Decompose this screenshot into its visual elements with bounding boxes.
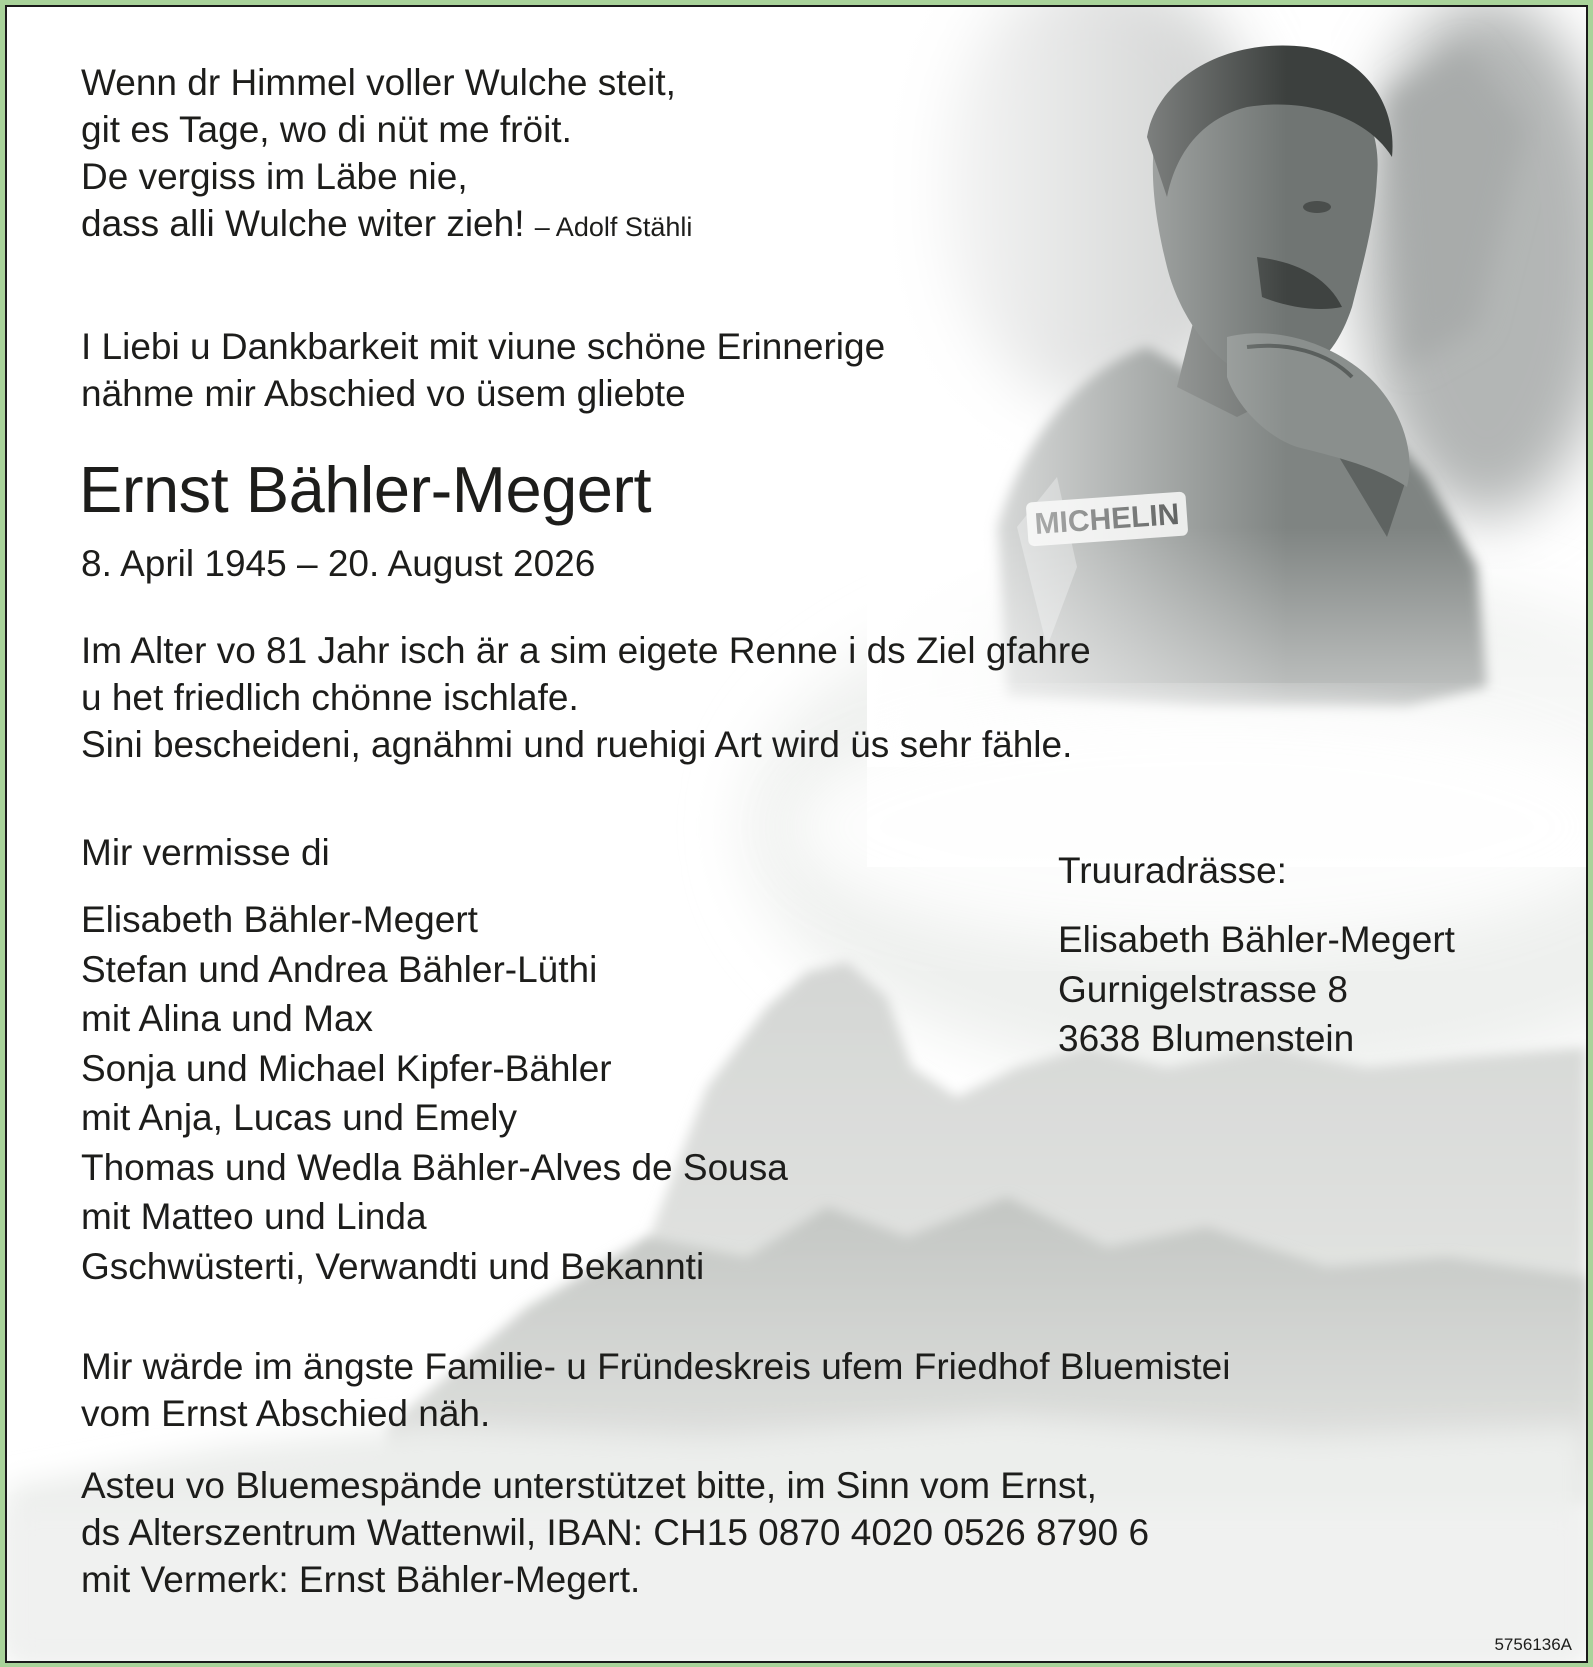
ad-number: 5756136A bbox=[1494, 1635, 1572, 1654]
mourner-name: mit Alina und Max bbox=[81, 998, 374, 1039]
address-line: 3638 Blumenstein bbox=[1058, 1018, 1355, 1059]
address-line: Elisabeth Bähler-Megert bbox=[1058, 919, 1455, 960]
tribute-line: Im Alter vo 81 Jahr isch är a sim eigete Renne i ds Ziel gfahre bbox=[81, 630, 1091, 671]
obituary-notice bbox=[5, 5, 1588, 1663]
tribute-line: Sini bescheideni, agnähmi und ruehigi Art wird üs sehr fähle. bbox=[81, 724, 1073, 765]
address-line: Gurnigelstrasse 8 bbox=[1058, 968, 1348, 1010]
mourner-name: mit Matteo und Linda bbox=[81, 1196, 427, 1237]
quote-line bbox=[81, 200, 692, 251]
intro-text bbox=[81, 323, 885, 417]
quote-block bbox=[81, 59, 692, 251]
donation-line: Asteu vo Bluemespände unterstützet bitte, im Sinn vom Ernst, bbox=[81, 1465, 1097, 1506]
mourners-list bbox=[81, 895, 788, 1291]
quote-line: git es Tage, wo di nüt me fröit. bbox=[81, 109, 572, 150]
donation-line: ds Alterszentrum Wattenwil, IBAN: CH15 0870 4020 0526 8790 6 bbox=[81, 1512, 1150, 1553]
mourner-name: Elisabeth Bähler-Megert bbox=[81, 899, 478, 940]
mourning-address-heading: Truuradrässe: bbox=[1058, 850, 1287, 891]
tribute-paragraph bbox=[81, 627, 1091, 768]
mourner-name: Stefan und Andrea Bähler-Lüthi bbox=[81, 948, 598, 990]
mourner-name: Thomas und Wedla Bähler-Alves de Sousa bbox=[81, 1146, 788, 1188]
quote-line-text: dass alli Wulche witer zieh! bbox=[81, 203, 525, 244]
farewell-line: vom Ernst Abschied näh. bbox=[81, 1393, 491, 1434]
mourning-address bbox=[1058, 915, 1455, 1064]
farewell-text bbox=[81, 1343, 1230, 1437]
deceased-name: Ernst Bähler-Megert bbox=[79, 453, 652, 526]
intro-line: nähme mir Abschied vo üsem gliebte bbox=[81, 373, 686, 414]
mourners-heading: Mir vermisse di bbox=[81, 832, 330, 873]
mourner-name: mit Anja, Lucas und Emely bbox=[81, 1097, 517, 1138]
mourner-name: Gschwüsterti, Verwandti und Bekannti bbox=[81, 1245, 705, 1287]
farewell-line: Mir wärde im ängste Familie- u Fründeskreis ufem Friedhof Bluemistei bbox=[81, 1346, 1231, 1387]
quote-author: – Adolf Stähli bbox=[534, 212, 693, 242]
life-dates: 8. April 1945 – 20. August 2026 bbox=[81, 543, 596, 584]
quote-line: De vergiss im Läbe nie, bbox=[81, 156, 468, 197]
donation-line: mit Vermerk: Ernst Bähler-Megert. bbox=[81, 1559, 641, 1600]
tribute-line: u het friedlich chönne ischlafe. bbox=[81, 677, 579, 718]
quote-line: Wenn dr Himmel voller Wulche steit, bbox=[81, 62, 676, 103]
intro-line: I Liebi u Dankbarkeit mit viune schöne Erinnerige bbox=[81, 326, 886, 367]
mourner-name: Sonja und Michael Kipfer-Bähler bbox=[81, 1047, 612, 1089]
donation-text bbox=[81, 1462, 1149, 1603]
